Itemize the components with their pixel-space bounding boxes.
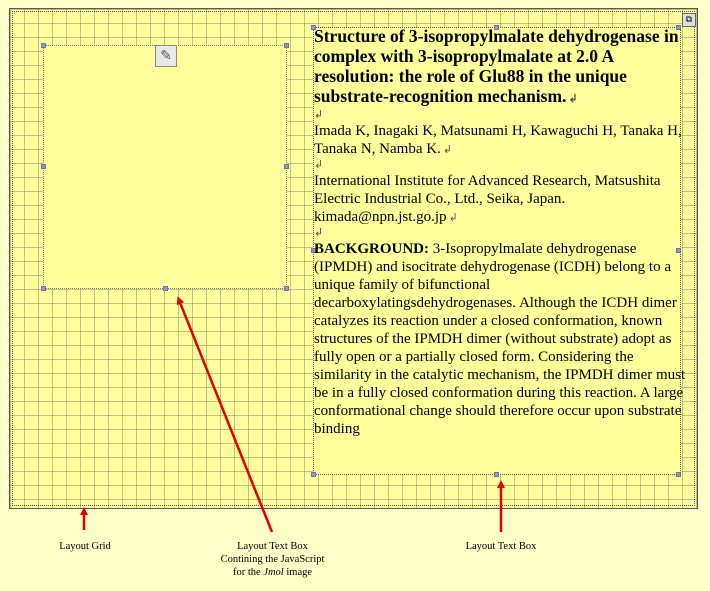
layout-grid-caption: Layout Grid	[59, 541, 111, 552]
background-label: BACKGROUND:	[314, 241, 429, 257]
paragraph-mark-icon: ↲	[448, 212, 458, 224]
puzzle-icon: ✎	[155, 45, 177, 67]
layout-corner-icon[interactable]: ⧉	[682, 13, 696, 27]
article-title: Structure of 3-isopropylmalate dehydrogenase in complex with 3-isopropylmalate at 2.0 A resolution: the role of Glu88 in the unique substrate-recognition mechanism. ↲	[314, 26, 679, 106]
email: kimada@npn.jst.go.jp	[314, 209, 447, 225]
affiliation: International Institute for Advanced Research, Matsushita Electric Industrial Co., Ltd., Seika, Japan. kimada@npn.jst.go.jp ↲	[314, 173, 661, 225]
empty-paragraph: ↲	[314, 227, 324, 239]
jsmol-box-caption: Layout Text Box Contining the JavaScript for the Jmol image	[220, 541, 325, 578]
empty-paragraph: ↲	[314, 159, 324, 171]
background-paragraph: BACKGROUND: 3-Isopropylmalate dehydrogenase (IPMDH) and isocitrate dehydrogenase (ICDH) belong to a unique family of bifunctional decarboxylatingsdehydrogenases. Although the ICDH dimer catalyzes its reaction under a closed conformation, known structures of the IPMDH dimer (without substrate) adopt as fully open or a partially closed form. Considering the similarity in the catalytic mechanism, the IPMDH dimer must be in a fully closed conformation during this reaction. A large conformational change should therefore occur upon substrate binding	[314, 241, 686, 437]
layout-text-box-caption: Layout Text Box	[465, 541, 537, 552]
paragraph-mark-icon: ↲	[442, 144, 453, 156]
authors: Imada K, Inagaki K, Matsunami H, Kawaguchi H, Tanaka H, Tanaka N, Namba K. ↲	[314, 123, 682, 157]
jsmol-box-arrow	[179, 300, 272, 532]
empty-paragraph: ↲	[314, 109, 324, 121]
paragraph-mark-icon: ↲	[568, 93, 578, 105]
